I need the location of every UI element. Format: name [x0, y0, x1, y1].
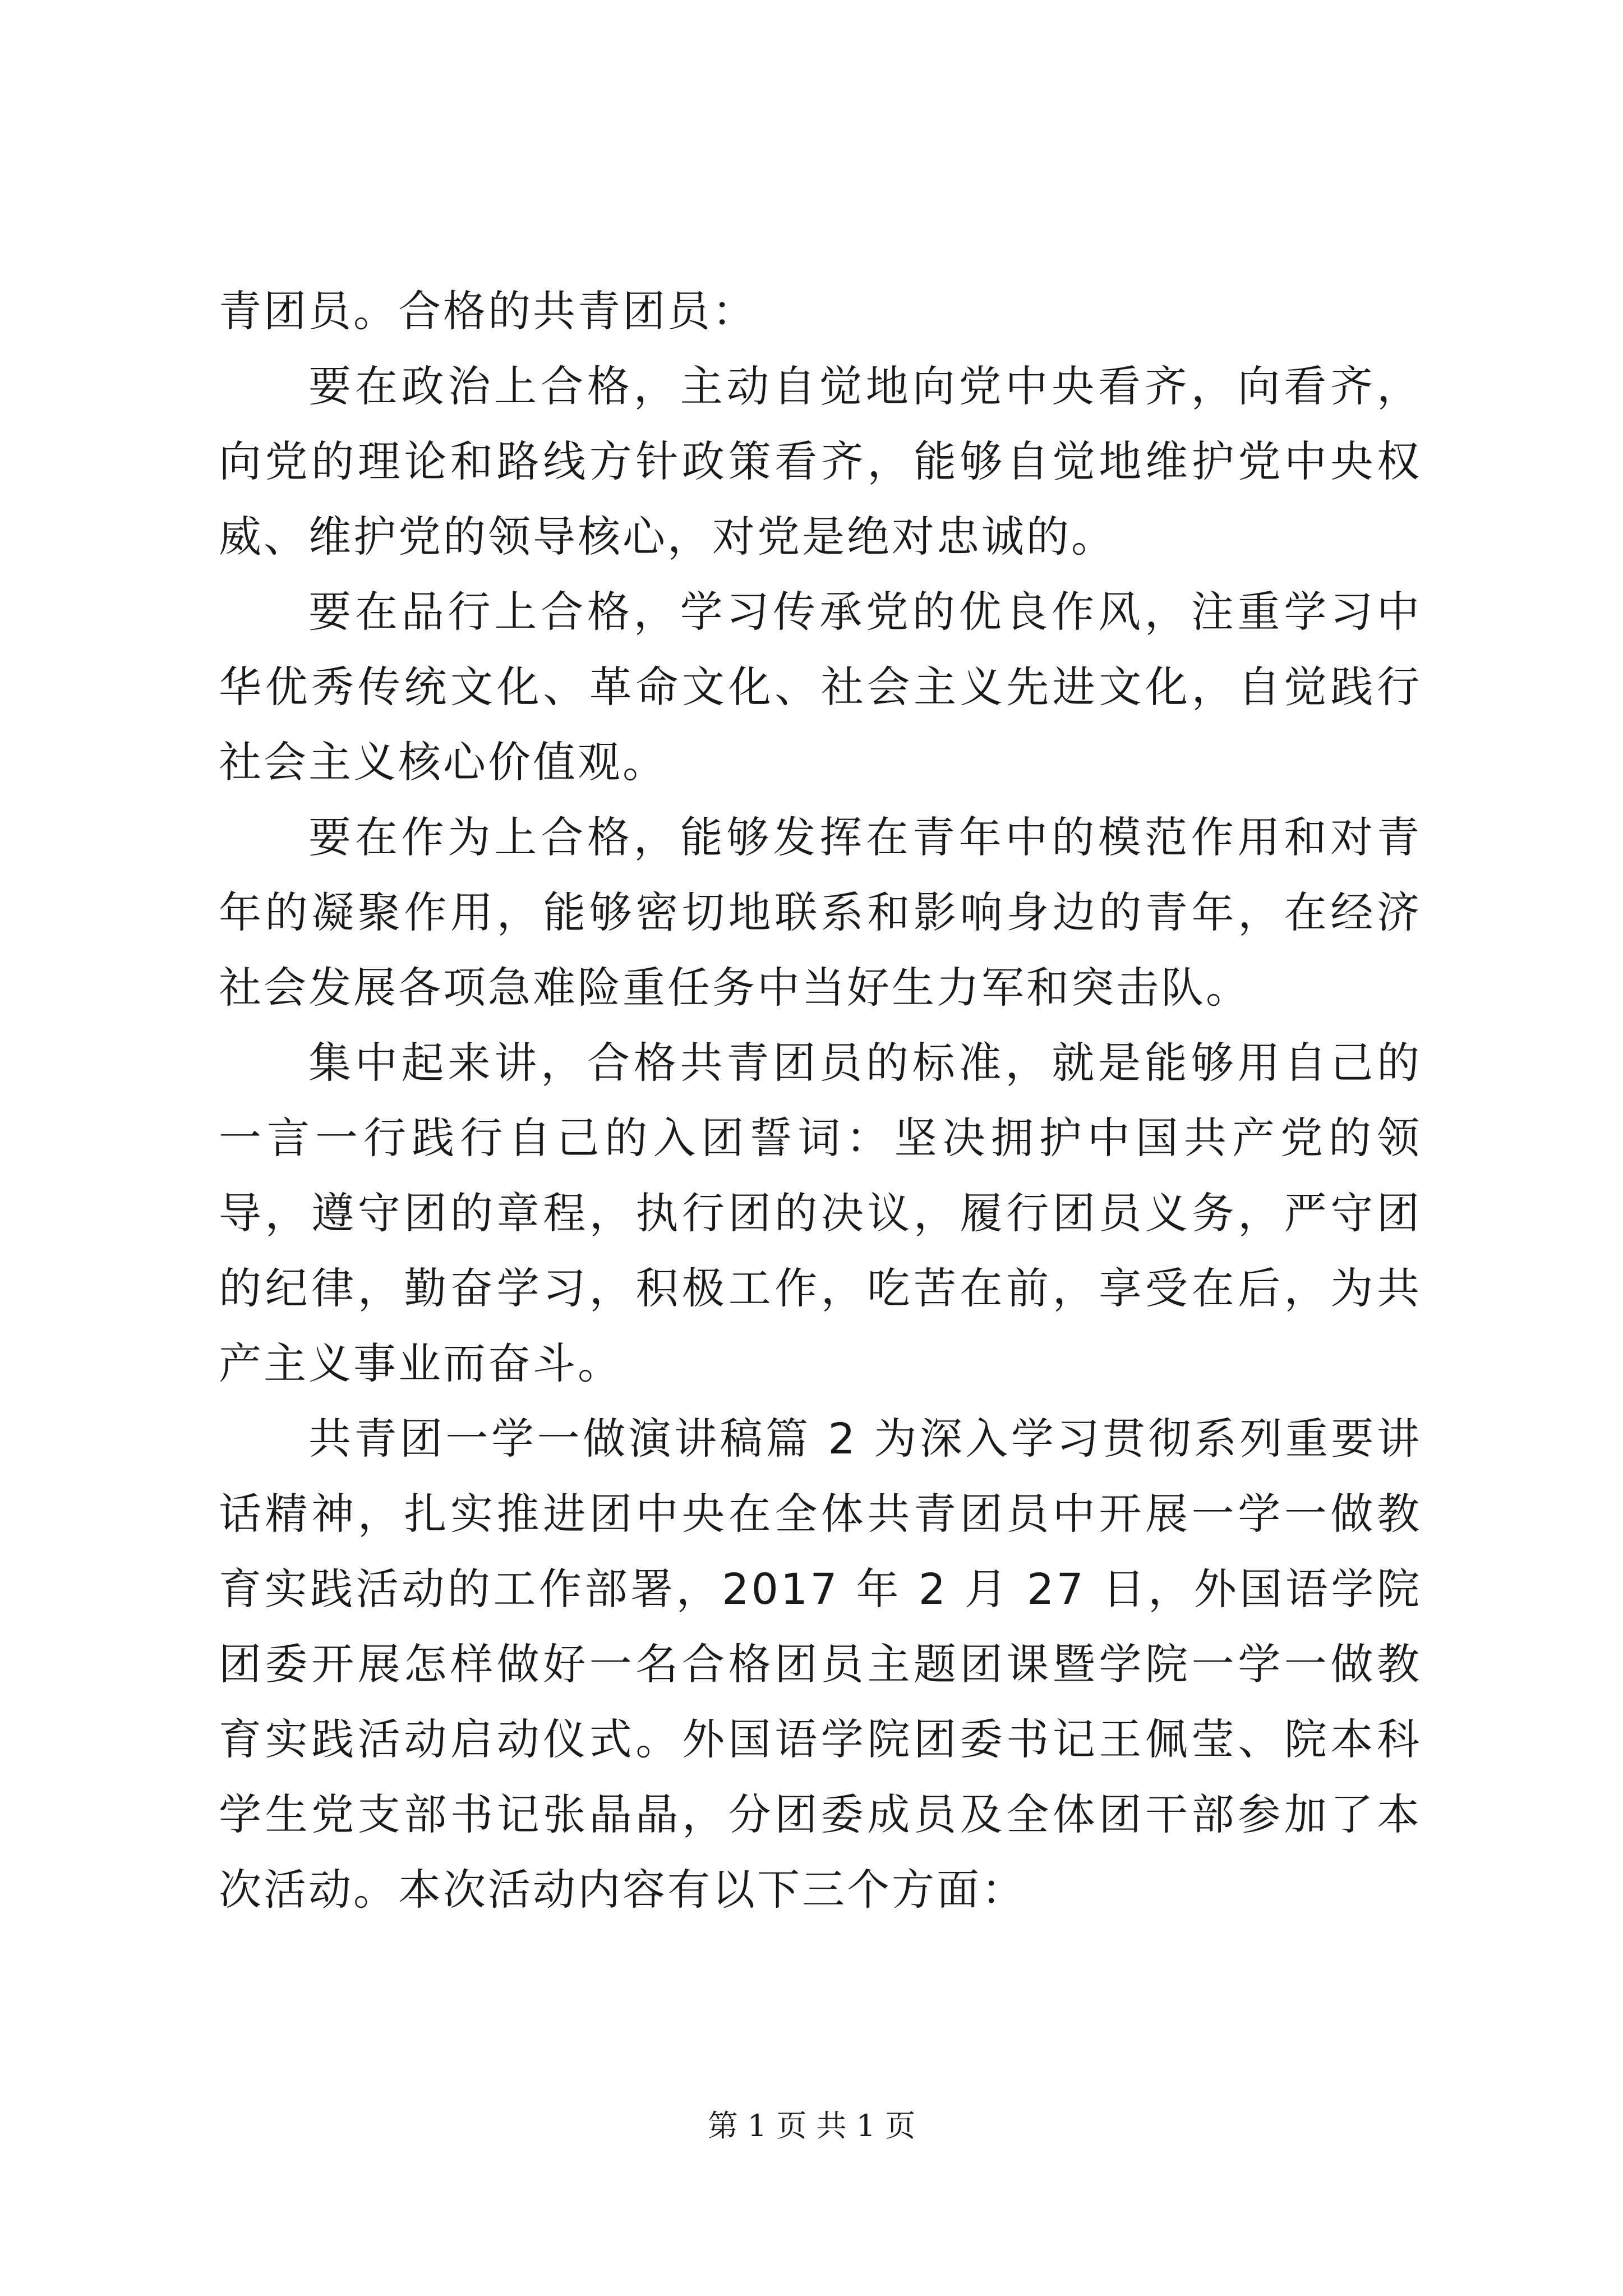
document-body — [219, 274, 1422, 1927]
paragraph-1: 青团员。合格的共青团员： — [219, 286, 757, 336]
page-footer: 第 1 页 共 1 页 — [707, 2108, 916, 2143]
paragraph-6: 共青团一学一做演讲稿篇 2 为深入学习贯彻系列重要讲话精神，扎实推进团中央在全体共青团员中开展一学一做教育实践活动的工作部署，2017 年 2 月 27 日，外国语学院团委开展怎样做好一名合格团员主题团课暨学院一学一做教育实践活动启动仪式。外国语学院团委书记王佩莹、院本科学生党支部书记张晶晶，分团委成员及全体团干部参加了本次活动。本次活动内容有以下三个方面： — [219, 1414, 1422, 1915]
paragraph-5: 集中起来讲，合格共青团员的标准，就是能够用自己的一言一行践行自己的入团誓词：坚决拥护中国共产党的领导，遵守团的章程，执行团的决议，履行团员义务，严守团的纪律，勤奋学习，积极工作，吃苦在前，享受在后，为共产主义事业而奋斗。 — [219, 1038, 1422, 1388]
paragraph-2: 要在政治上合格，主动自觉地向党中央看齐，向看齐，向党的理论和路线方针政策看齐，能够自觉地维护党中央权威、维护党的领导核心，对党是绝对忠诚的。 — [219, 361, 1422, 562]
paragraph-3: 要在品行上合格，学习传承党的优良作风，注重学习中华优秀传统文化、革命文化、社会主义先进文化，自觉践行社会主义核心价值观。 — [219, 587, 1422, 787]
paragraph-4: 要在作为上合格，能够发挥在青年中的模范作用和对青年的凝聚作用，能够密切地联系和影响身边的青年，在经济社会发展各项急难险重任务中当好生力军和突击队。 — [219, 812, 1422, 1013]
